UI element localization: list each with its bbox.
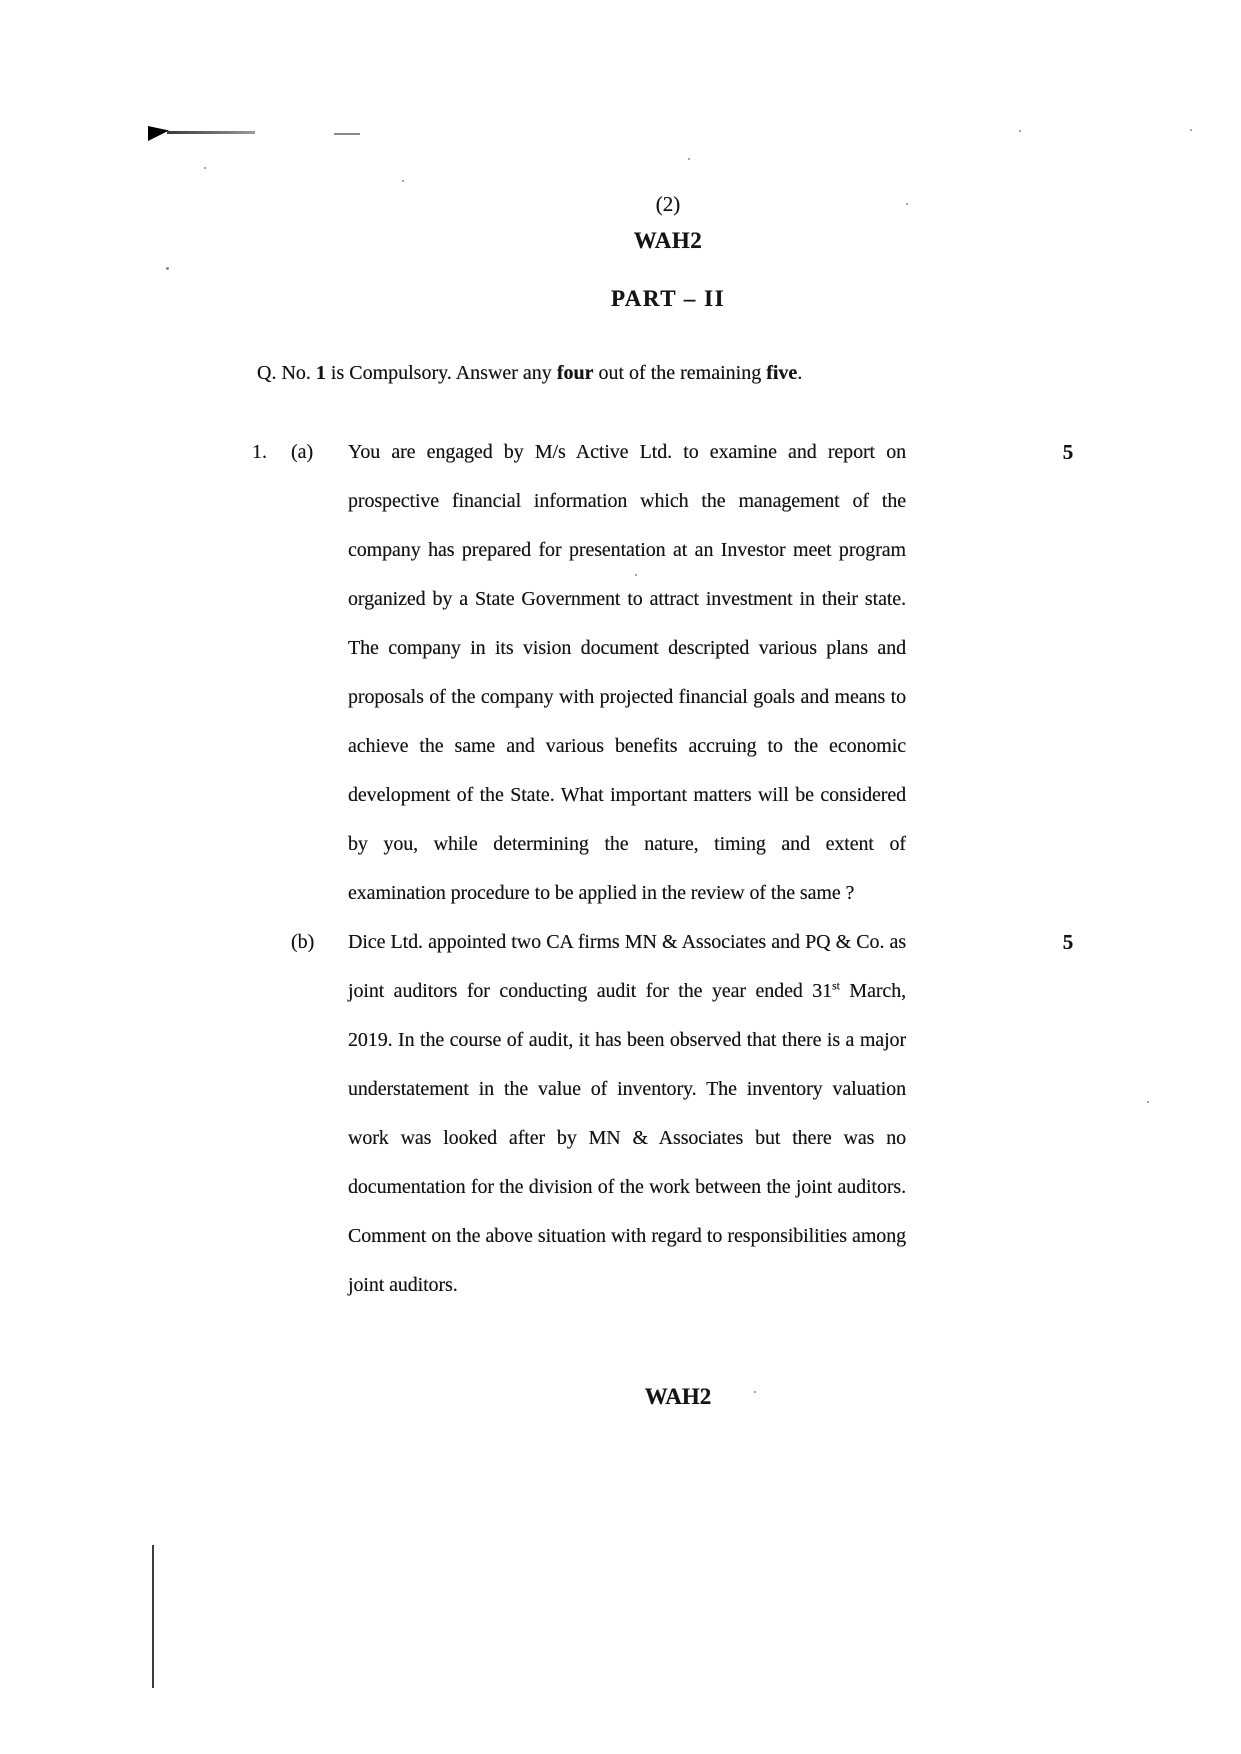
part-b-marks: 5	[1062, 930, 1074, 954]
noise-dot	[204, 167, 206, 169]
page-number: (2)	[655, 192, 681, 216]
part-b-text-post: March, 2019. In the course of audit, it has been observed that there is a major understatement in the value of inventory. The inventory valuation work was looked after by MN & Associates but there was no documentation for the division of the work between the joint auditors. Comment on the above situation with regard to responsibilities among joint auditors.	[348, 980, 906, 1296]
part-a-marks: 5	[1062, 440, 1074, 464]
instruction-segment: out of the remaining	[593, 362, 767, 384]
scan-smudge	[334, 133, 360, 135]
noise-dot	[166, 267, 169, 270]
noise-dot	[1019, 130, 1021, 132]
noise-dot	[906, 203, 908, 205]
instruction-line	[257, 362, 802, 385]
noise-dot	[1190, 129, 1192, 131]
instruction-segment: .	[797, 362, 803, 384]
instruction-segment-bold: four	[556, 362, 594, 384]
scan-line-artifact	[152, 1545, 154, 1688]
instruction-segment-bold: 1	[315, 362, 326, 384]
noise-dot	[402, 180, 404, 182]
noise-dot	[688, 158, 690, 160]
part-b-text	[348, 918, 906, 1310]
part-a-label: (a)	[291, 441, 314, 463]
instruction-segment: is Compulsory. Answer any	[325, 362, 557, 384]
part-a-text: You are engaged by M/s Active Ltd. to examine and report on prospective financial information which the management of the company has prepared for presentation at an Investor meet program organized by a State Government to attract investment in their state. The company in its vision document descripted various plans and proposals of the company with projected financial goals and means to achieve the same and various benefits accruing to the economic development of the State. What important matters will be considered by you, while determining the nature, timing and extent of examination procedure to be applied in the review of the same ?	[348, 441, 906, 904]
ordinal-suffix-superscript: st	[832, 978, 840, 993]
noise-dot	[1147, 1101, 1149, 1103]
exam-code-footer: WAH2	[644, 1384, 712, 1409]
part-heading: PART – II	[610, 286, 726, 311]
scan-artifact-flag-icon	[148, 126, 169, 141]
noise-dot	[635, 574, 637, 576]
instruction-segment-bold: five	[766, 362, 798, 384]
instruction-segment: Q. No.	[257, 362, 316, 384]
question-number: 1.	[252, 441, 267, 463]
part-b-label: (b)	[291, 931, 315, 953]
noise-dot	[754, 1391, 756, 1393]
scan-smudge	[167, 131, 255, 134]
exam-code-header: WAH2	[633, 228, 703, 253]
part-b-text-pre: Dice Ltd. appointed two CA firms MN & Associates and PQ & Co. as joint auditors for conducting audit for the year ended 31	[348, 931, 906, 1002]
